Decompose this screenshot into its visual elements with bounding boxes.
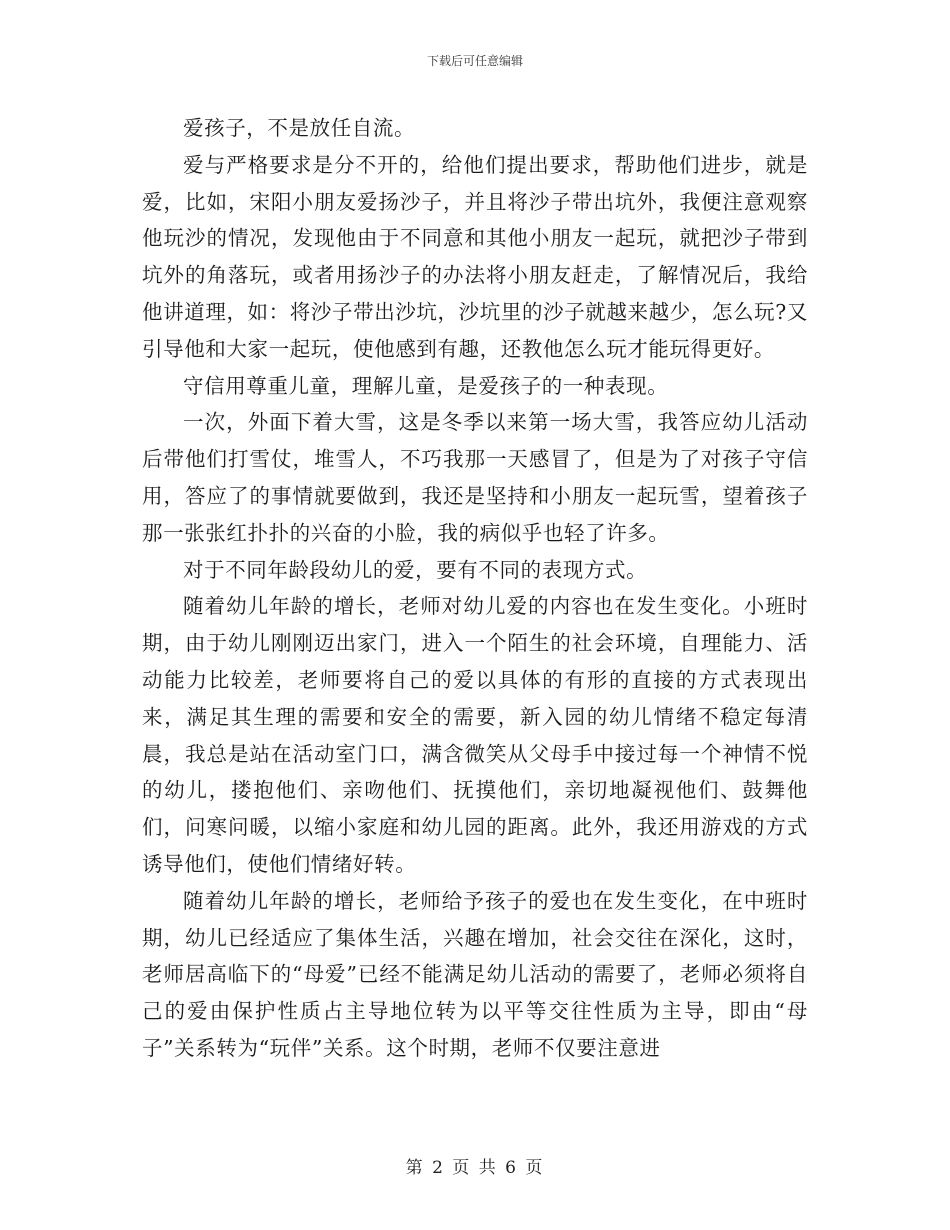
paragraph-4: 一次，外面下着大雪，这是冬季以来第一场大雪，我答应幼儿活动后带他们打雪仗，堆雪人，不巧我那一天感冒了，但是为了对孩子守信用，答应了的事情就要做到，我还是坚持和小朋友一起玩雪，望着孩子那一张张红扑扑的兴奋的小脸，我的病似乎也轻了许多。 — [142, 410, 808, 545]
paragraph-2: 爱与严格要求是分不开的，给他们提出要求，帮助他们进步，就是爱，比如，宋阳小朋友爱扬沙子，并且将沙子带出坑外，我便注意观察他玩沙的情况，发现他由于不同意和其他小朋友一起玩，就把沙子带到坑外的角落玩，或者用扬沙子的办法将小朋友赶走，了解情况后，我给他讲道理，如：将沙子带出沙坑，沙坑里的沙子就越来越少，怎么玩?又引导他和大家一起玩，使他感到有趣，还教他怎么玩才能玩得更好。 — [142, 152, 808, 361]
paragraph-3: 守信用尊重儿童，理解儿童，是爱孩子的一种表现。 — [183, 373, 669, 398]
document-body — [142, 110, 808, 1067]
page-footer: 第 2 页 共 6 页 — [405, 1158, 545, 1178]
paragraph-1: 爱孩子，不是放任自流。 — [183, 116, 416, 140]
paragraph-5: 对于不同年龄段幼儿的爱，要有不同的表现方式。 — [183, 557, 648, 582]
paragraph-7: 随着幼儿年龄的增长，老师给予孩子的爱也在发生变化，在中班时期，幼儿已经适应了集体生活，兴趣在增加，社会交往在深化，这时，老师居高临下的“母爱”已经不能满足幼儿活动的需要了，老师必须将自己的爱由保护性质占主导地位转为以平等交往性质为主导，即由“母子”关系转为“玩伴”关系。这个时期，老师不仅要注意进 — [142, 888, 808, 1060]
paragraph-6: 随着幼儿年龄的增长，老师对幼儿爱的内容也在发生变化。小班时期，由于幼儿刚刚迈出家门，进入一个陌生的社会环境，自理能力、活动能力比较差，老师要将自己的爱以具体的有形的直接的方式表现出来，满足其生理的需要和安全的需要，新入园的幼儿情绪不稳定每清晨，我总是站在活动室门口，满含微笑从父母手中接过每一个神情不悦的幼儿，搂抱他们、亲吻他们、抚摸他们，亲切地凝视他们、鼓舞他们，问寒问暖，以缩小家庭和幼儿园的距离。此外，我还用游戏的方式诱导他们，使他们情绪好转。 — [142, 594, 808, 876]
page-header: 下载后可任意编辑 — [426, 54, 523, 68]
